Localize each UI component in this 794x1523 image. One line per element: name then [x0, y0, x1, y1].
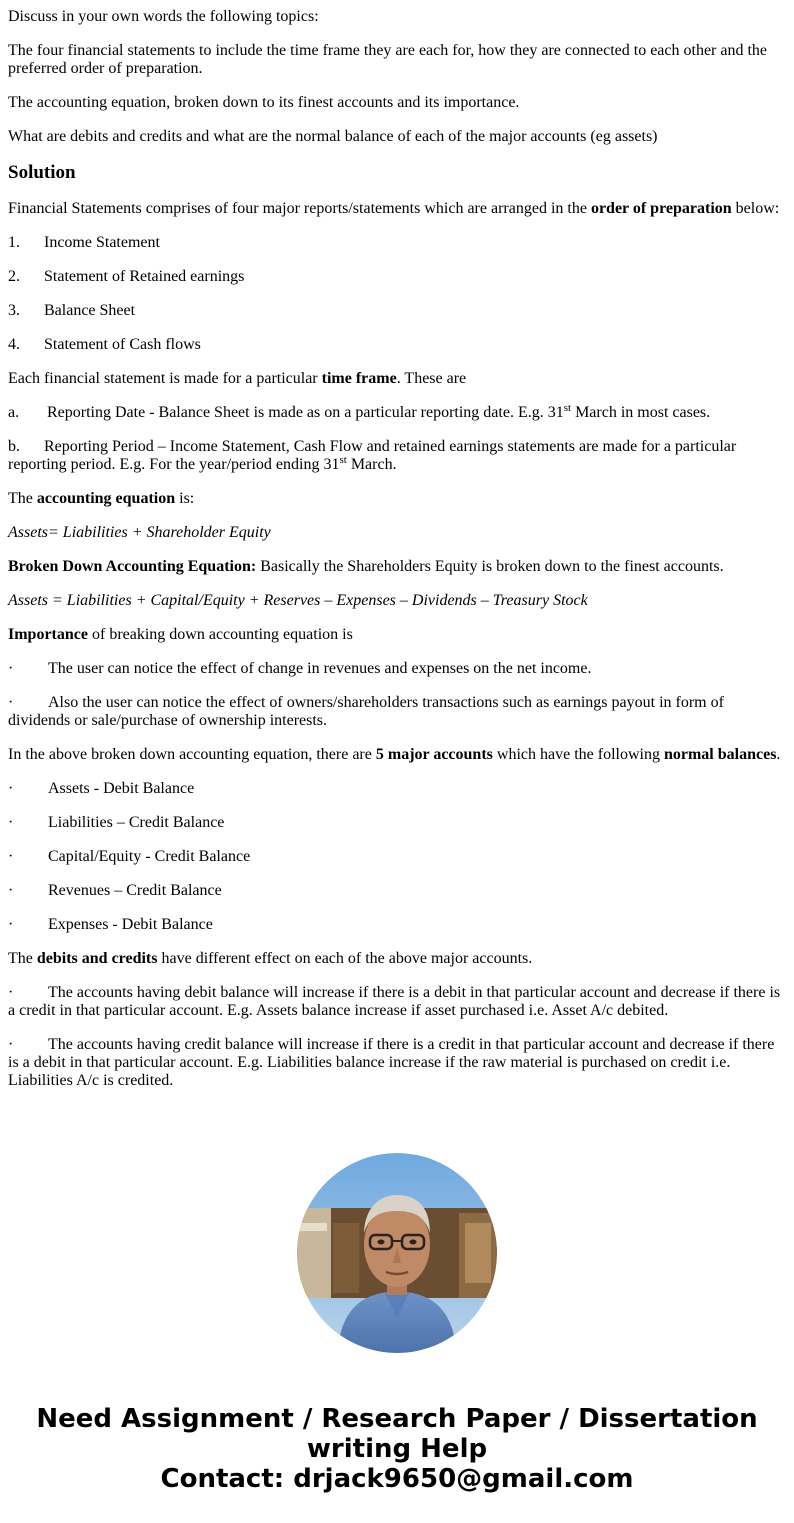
debit-credit-point: · The accounts having credit balance will increase if there is a credit in that particular account and decrease if there is a debit in that particular account. E.g. Liabilities balance increase if the raw material is purchased on credit i.e. Liabilities A/c is credited. [8, 1036, 775, 1089]
question-intro: Discuss in your own words the following topics: [8, 8, 319, 25]
promo-line-1: Need Assignment / Research Paper / Dissertation [36, 1404, 758, 1434]
solution-heading: Solution [8, 162, 76, 183]
major-accounts-intro: In the above broken down accounting equation, there are 5 major accounts which have the following normal balances. [8, 746, 781, 763]
fs-intro: Financial Statements comprises of four major reports/statements which are arranged in the order of preparation below: [8, 200, 780, 217]
statement-item: 3. Balance Sheet [8, 302, 136, 319]
reporting-date: a. Reporting Date - Balance Sheet is made as on a particular reporting date. E.g. 31st March in most cases. [8, 402, 711, 421]
order-of-preparation: order of preparation [590, 200, 732, 217]
debit-credit-point: · The accounts having debit balance will increase if there is a debit in that particular account and decrease if there is a credit in that particular account. E.g. Assets balance increase if asset purchased i.e. Asset A/c debited. [8, 984, 781, 1019]
accounting-equation: Assets= Liabilities + Shareholder Equity [8, 524, 271, 541]
question-topic-2: The accounting equation, broken down to its finest accounts and its importance. [8, 94, 520, 111]
promo-contact: Contact: drjack9650@gmail.com [160, 1464, 634, 1494]
author-portrait [297, 1153, 497, 1353]
broken-down-intro: Broken Down Accounting Equation: Basically the Shareholders Equity is broken down to the finest accounts. [8, 558, 724, 575]
importance-intro: Importance of breaking down accounting equation is [8, 626, 353, 643]
timeframe-intro: Each financial statement is made for a particular time frame. These are [8, 370, 467, 387]
equation-intro: The accounting equation is: [8, 490, 195, 507]
question-topic-1: The four financial statements to include the time frame they are each for, how they are connected to each other and the preferred order of preparation. [8, 42, 768, 77]
balance-item: · Revenues – Credit Balance [8, 882, 222, 899]
promo-line-2: writing Help [306, 1434, 488, 1464]
promo-banner [0, 1404, 794, 1494]
balance-item: · Liabilities – Credit Balance [8, 814, 225, 831]
debits-credits-intro: The debits and credits have different effect on each of the above major accounts. [8, 950, 533, 967]
balance-item: · Expenses - Debit Balance [8, 916, 213, 933]
importance-point: · Also the user can notice the effect of owners/shareholders transactions such as earnings payout in form of dividends or sale/purchase of ownership interests. [8, 694, 724, 729]
importance-point: · The user can notice the effect of change in revenues and expenses on the net income. [8, 660, 592, 677]
reporting-period: b. Reporting Period – Income Statement, Cash Flow and retained earnings statements are made for a particular reporting period. E.g. For the year/period ending 31st March. [8, 438, 737, 473]
balance-item: · Capital/Equity - Credit Balance [8, 848, 251, 865]
statement-item: 4. Statement of Cash flows [8, 336, 201, 353]
broken-down-equation: Assets = Liabilities + Capital/Equity + Reserves – Expenses – Dividends – Treasury Stock [8, 592, 588, 609]
balance-item: · Assets - Debit Balance [8, 780, 195, 797]
document-body [8, 8, 786, 1106]
statement-item: 2. Statement of Retained earnings [8, 268, 245, 285]
author-avatar [297, 1153, 497, 1353]
question-topic-3: What are debits and credits and what are the normal balance of each of the major accounts (eg assets) [8, 128, 658, 145]
statement-item: 1. Income Statement [8, 234, 160, 251]
